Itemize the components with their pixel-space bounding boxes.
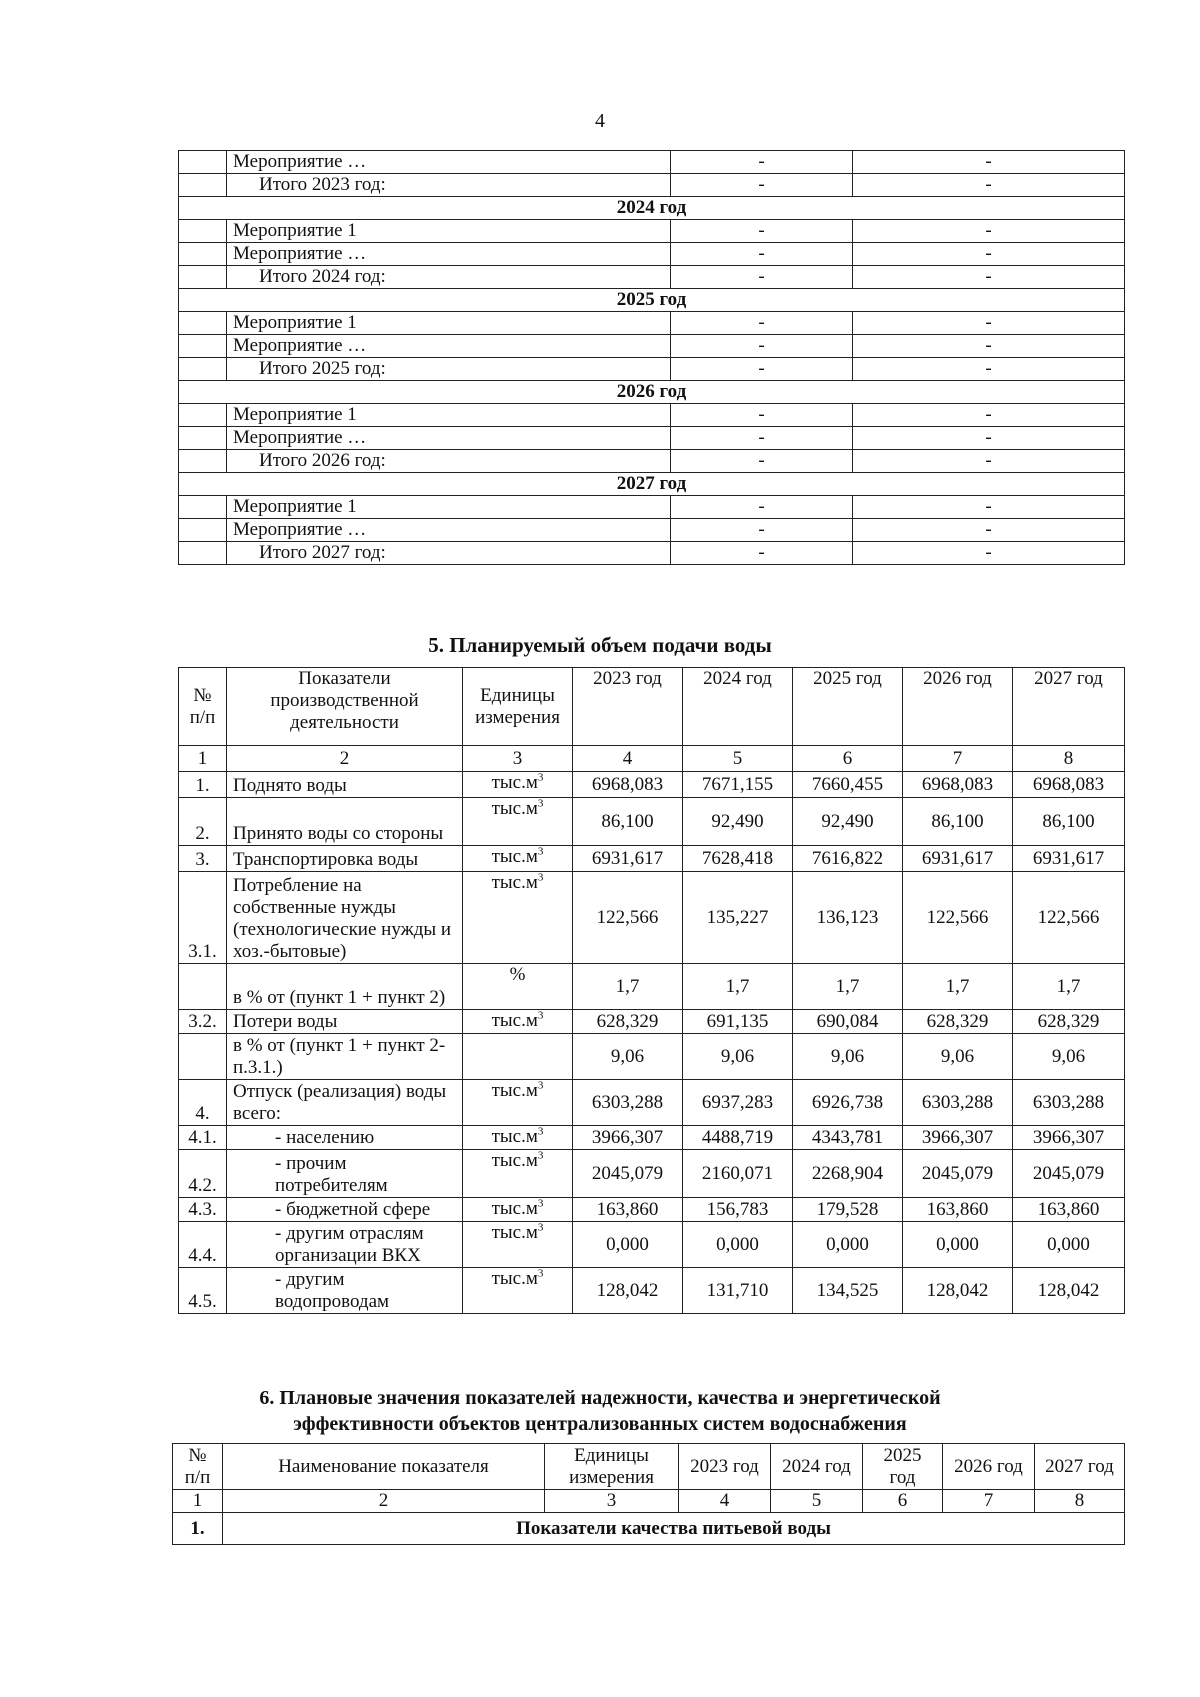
row-number: 3. (179, 846, 227, 872)
row-number: 4. (179, 1080, 227, 1126)
unit (463, 846, 573, 872)
measure-value-2: - (853, 404, 1125, 427)
row-num (179, 335, 227, 358)
measure-label: Мероприятие … (227, 519, 671, 542)
unit-text: тыс.м (491, 1268, 538, 1289)
value-cell: 628,329 (573, 1010, 683, 1034)
col-number: 4 (679, 1490, 771, 1513)
value-cell: 136,123 (793, 872, 903, 964)
header-2026: 2026 год (943, 1444, 1035, 1490)
measure-value-1: - (671, 174, 853, 197)
row-num (179, 243, 227, 266)
col-number: 1 (173, 1490, 223, 1513)
section-6-title (0, 1385, 1200, 1437)
value-cell: 0,000 (903, 1222, 1013, 1268)
measure-value-1: - (671, 312, 853, 335)
value-cell: 7660,455 (793, 772, 903, 798)
unit-superscript: 3 (537, 1267, 544, 1280)
measure-value-1: - (671, 266, 853, 289)
unit-text: тыс.м (491, 1010, 538, 1031)
measure-row (179, 519, 1125, 542)
header-unit: Единицы измерения (463, 668, 573, 746)
measure-label: Итого 2027 год: (227, 542, 671, 565)
data-row (179, 1268, 1125, 1314)
row-num (179, 450, 227, 473)
section-5-title: 5. Планируемый объем подачи воды (428, 633, 772, 657)
measure-value-1: - (671, 519, 853, 542)
indicator-name: в % от (пункт 1 + пункт 2-п.3.1.) (227, 1034, 463, 1080)
value-cell: 92,490 (683, 798, 793, 846)
col-number: 8 (1013, 746, 1125, 772)
indicator-name: Поднято воды (227, 772, 463, 798)
value-cell: 0,000 (793, 1222, 903, 1268)
value-cell: 122,566 (903, 872, 1013, 964)
unit-text: тыс.м (491, 846, 538, 867)
col-number: 6 (863, 1490, 943, 1513)
total-row (179, 450, 1125, 473)
value-cell: 122,566 (1013, 872, 1125, 964)
group-number: 1. (173, 1513, 223, 1545)
value-cell: 131,710 (683, 1268, 793, 1314)
value-cell: 122,566 (573, 872, 683, 964)
value-cell: 86,100 (1013, 798, 1125, 846)
value-cell: 3966,307 (1013, 1126, 1125, 1150)
measure-value-1: - (671, 335, 853, 358)
value-cell: 6931,617 (573, 846, 683, 872)
value-cell: 1,7 (1013, 964, 1125, 1010)
unit (463, 798, 573, 846)
measure-row (179, 496, 1125, 519)
measure-label: Мероприятие 1 (227, 312, 671, 335)
measure-value-2: - (853, 542, 1125, 565)
value-cell: 6968,083 (903, 772, 1013, 798)
row-num (179, 496, 227, 519)
value-cell: 135,227 (683, 872, 793, 964)
value-cell: 6931,617 (1013, 846, 1125, 872)
unit-text: тыс.м (491, 872, 538, 893)
indicator-name: - населению (227, 1126, 463, 1150)
unit-superscript: 3 (537, 1079, 544, 1092)
value-cell: 2045,079 (903, 1150, 1013, 1198)
row-number: 4.5. (179, 1268, 227, 1314)
header-indicator-name: Наименование показателя (223, 1444, 545, 1490)
data-row (179, 1150, 1125, 1198)
value-cell: 628,329 (903, 1010, 1013, 1034)
page-number: 4 (595, 110, 605, 132)
measure-row (179, 404, 1125, 427)
measure-value-1: - (671, 496, 853, 519)
year-row (179, 197, 1125, 220)
measure-label: Итого 2025 год: (227, 358, 671, 381)
value-cell: 7628,418 (683, 846, 793, 872)
value-cell: 6968,083 (573, 772, 683, 798)
measure-value-1: - (671, 358, 853, 381)
measure-label: Итого 2026 год: (227, 450, 671, 473)
value-cell: 6937,283 (683, 1080, 793, 1126)
year-label: 2024 год (179, 197, 1125, 220)
measure-label: Мероприятие … (227, 243, 671, 266)
row-number: 4.2. (179, 1150, 227, 1198)
measure-value-2: - (853, 174, 1125, 197)
data-row (179, 846, 1125, 872)
value-cell: 0,000 (573, 1222, 683, 1268)
unit-superscript: 3 (537, 1197, 544, 1210)
value-cell: 9,06 (573, 1034, 683, 1080)
row-number: 3.2. (179, 1010, 227, 1034)
data-row (179, 1222, 1125, 1268)
measure-value-2: - (853, 243, 1125, 266)
data-row (179, 1126, 1125, 1150)
value-cell: 2268,904 (793, 1150, 903, 1198)
measure-value-2: - (853, 496, 1125, 519)
col-number: 7 (943, 1490, 1035, 1513)
group-label: Показатели качества питьевой воды (223, 1513, 1125, 1545)
header-indicator: Показатели производственной деятельности (227, 668, 463, 746)
measure-value-1: - (671, 404, 853, 427)
row-number: 2. (179, 798, 227, 846)
value-cell: 0,000 (1013, 1222, 1125, 1268)
value-cell: 128,042 (903, 1268, 1013, 1314)
col-number: 8 (1035, 1490, 1125, 1513)
measure-row (179, 312, 1125, 335)
reliability-table (172, 1443, 1125, 1545)
col-number: 5 (683, 746, 793, 772)
col-number: 3 (545, 1490, 679, 1513)
indicator-name: Отпуск (реализация) воды всего: (227, 1080, 463, 1126)
value-cell: 7616,822 (793, 846, 903, 872)
value-cell: 628,329 (1013, 1010, 1125, 1034)
row-num (179, 542, 227, 565)
unit-text: тыс.м (491, 1198, 538, 1219)
col-number: 6 (793, 746, 903, 772)
measure-value-2: - (853, 335, 1125, 358)
indicator-name: Потребление на собственные нужды (технологические нужды и хоз.-бытовые) (227, 872, 463, 964)
data-row (179, 1080, 1125, 1126)
value-cell: 2045,079 (573, 1150, 683, 1198)
measure-label: Мероприятие 1 (227, 220, 671, 243)
measure-value-2: - (853, 220, 1125, 243)
measure-label: Итого 2023 год: (227, 174, 671, 197)
unit-superscript: 3 (537, 1009, 544, 1022)
unit-superscript: 3 (537, 871, 544, 884)
row-num (179, 266, 227, 289)
column-number-row (173, 1490, 1125, 1513)
measure-value-2: - (853, 519, 1125, 542)
value-cell: 9,06 (683, 1034, 793, 1080)
measure-value-2: - (853, 312, 1125, 335)
row-num (179, 519, 227, 542)
value-cell: 92,490 (793, 798, 903, 846)
header-2024: 2024 год (683, 668, 793, 746)
measure-label: Мероприятие … (227, 335, 671, 358)
value-cell: 1,7 (683, 964, 793, 1010)
header-num: № п/п (179, 668, 227, 746)
year-label: 2025 год (179, 289, 1125, 312)
data-row (179, 1034, 1125, 1080)
year-row (179, 473, 1125, 496)
col-number: 7 (903, 746, 1013, 772)
col-number: 2 (227, 746, 463, 772)
unit (463, 1222, 573, 1268)
col-number: 4 (573, 746, 683, 772)
measure-label: Мероприятие … (227, 151, 671, 174)
indicator-name: Транспортировка воды (227, 846, 463, 872)
water-supply-table (178, 667, 1125, 1314)
year-label: 2026 год (179, 381, 1125, 404)
header-2027: 2027 год (1013, 668, 1125, 746)
data-row (179, 772, 1125, 798)
header-2025: 2025 год (793, 668, 903, 746)
value-cell: 6926,738 (793, 1080, 903, 1126)
measure-label: Итого 2024 год: (227, 266, 671, 289)
value-cell: 163,860 (903, 1198, 1013, 1222)
unit-text: тыс.м (491, 1150, 538, 1171)
measure-label: Мероприятие 1 (227, 404, 671, 427)
unit-text: тыс.м (491, 798, 538, 819)
measure-row (179, 335, 1125, 358)
indicator-name: - бюджетной сфере (227, 1198, 463, 1222)
row-num (179, 358, 227, 381)
measure-row (179, 151, 1125, 174)
measure-value-1: - (671, 220, 853, 243)
header-unit: Единицы измерения (545, 1444, 679, 1490)
value-cell: 9,06 (903, 1034, 1013, 1080)
row-number: 1. (179, 772, 227, 798)
measure-value-2: - (853, 427, 1125, 450)
value-cell: 9,06 (1013, 1034, 1125, 1080)
value-cell: 2045,079 (1013, 1150, 1125, 1198)
value-cell: 1,7 (793, 964, 903, 1010)
unit (463, 1268, 573, 1314)
unit (463, 772, 573, 798)
total-row (179, 266, 1125, 289)
value-cell: 2160,071 (683, 1150, 793, 1198)
section-6-title-line-2: эффективности объектов централизованных систем водоснабжения (293, 1413, 907, 1435)
unit-superscript: 3 (537, 797, 544, 810)
measure-row (179, 427, 1125, 450)
unit-superscript: 3 (537, 771, 544, 784)
value-cell: 1,7 (903, 964, 1013, 1010)
data-row (179, 1010, 1125, 1034)
unit-text: тыс.м (491, 1126, 538, 1147)
year-label: 2027 год (179, 473, 1125, 496)
unit (463, 1126, 573, 1150)
header-2024: 2024 год (771, 1444, 863, 1490)
header-2026: 2026 год (903, 668, 1013, 746)
header-row (173, 1444, 1125, 1490)
measure-label: Мероприятие 1 (227, 496, 671, 519)
unit-superscript: 3 (537, 845, 544, 858)
row-num (179, 151, 227, 174)
measure-value-2: - (853, 266, 1125, 289)
group-row (173, 1513, 1125, 1545)
value-cell: 86,100 (573, 798, 683, 846)
unit (463, 1150, 573, 1198)
row-number: 4.1. (179, 1126, 227, 1150)
value-cell: 3966,307 (903, 1126, 1013, 1150)
value-cell: 0,000 (683, 1222, 793, 1268)
measure-row (179, 220, 1125, 243)
column-number-row (179, 746, 1125, 772)
value-cell: 6303,288 (903, 1080, 1013, 1126)
value-cell: 6968,083 (1013, 772, 1125, 798)
value-cell: 690,084 (793, 1010, 903, 1034)
value-cell: 1,7 (573, 964, 683, 1010)
measure-value-1: - (671, 151, 853, 174)
total-row (179, 174, 1125, 197)
value-cell: 128,042 (1013, 1268, 1125, 1314)
section-6-title-line-1: 6. Плановые значения показателей надежности, качества и энергетической (259, 1387, 941, 1409)
measure-value-2: - (853, 450, 1125, 473)
value-cell: 156,783 (683, 1198, 793, 1222)
row-num (179, 312, 227, 335)
measures-table (178, 150, 1125, 565)
year-row (179, 381, 1125, 404)
col-number: 5 (771, 1490, 863, 1513)
indicator-name: Потери воды (227, 1010, 463, 1034)
row-number (179, 1034, 227, 1080)
row-num (179, 404, 227, 427)
total-row (179, 542, 1125, 565)
value-cell: 4343,781 (793, 1126, 903, 1150)
measure-value-2: - (853, 358, 1125, 381)
value-cell: 6303,288 (573, 1080, 683, 1126)
measure-value-1: - (671, 542, 853, 565)
measure-value-1: - (671, 427, 853, 450)
header-2027: 2027 год (1035, 1444, 1125, 1490)
unit-superscript: 3 (537, 1125, 544, 1138)
col-number: 2 (223, 1490, 545, 1513)
unit-superscript: 3 (537, 1221, 544, 1234)
measure-value-2: - (853, 151, 1125, 174)
row-num (179, 174, 227, 197)
data-row (179, 872, 1125, 964)
row-number: 4.3. (179, 1198, 227, 1222)
data-row (179, 1198, 1125, 1222)
value-cell: 86,100 (903, 798, 1013, 846)
value-cell: 128,042 (573, 1268, 683, 1314)
col-number: 1 (179, 746, 227, 772)
value-cell: 7671,155 (683, 772, 793, 798)
indicator-name: - прочим потребителям (227, 1150, 463, 1198)
measure-value-1: - (671, 450, 853, 473)
col-number: 3 (463, 746, 573, 772)
header-2023: 2023 год (573, 668, 683, 746)
unit (463, 1080, 573, 1126)
unit-text: тыс.м (491, 772, 538, 793)
value-cell: 3966,307 (573, 1126, 683, 1150)
indicator-name: в % от (пункт 1 + пункт 2) (227, 964, 463, 1010)
value-cell: 691,135 (683, 1010, 793, 1034)
value-cell: 134,525 (793, 1268, 903, 1314)
value-cell: 163,860 (1013, 1198, 1125, 1222)
row-number: 4.4. (179, 1222, 227, 1268)
row-num (179, 427, 227, 450)
unit-text: тыс.м (491, 1222, 538, 1243)
header-2023: 2023 год (679, 1444, 771, 1490)
row-num (179, 220, 227, 243)
value-cell: 6931,617 (903, 846, 1013, 872)
unit (463, 872, 573, 964)
value-cell: 179,528 (793, 1198, 903, 1222)
header-2025: 2025 год (863, 1444, 943, 1490)
year-row (179, 289, 1125, 312)
header-num: № п/п (173, 1444, 223, 1490)
value-cell: 6303,288 (1013, 1080, 1125, 1126)
value-cell: 163,860 (573, 1198, 683, 1222)
indicator-name: - другим водопроводам (227, 1268, 463, 1314)
indicator-name: - другим отраслям организации ВКХ (227, 1222, 463, 1268)
row-number: 3.1. (179, 872, 227, 964)
unit (463, 1010, 573, 1034)
unit-superscript: 3 (537, 1149, 544, 1162)
row-number (179, 964, 227, 1010)
value-cell: 9,06 (793, 1034, 903, 1080)
indicator-name: Принято воды со стороны (227, 798, 463, 846)
total-row (179, 358, 1125, 381)
measure-label: Мероприятие … (227, 427, 671, 450)
unit (463, 1198, 573, 1222)
header-row (179, 668, 1125, 746)
unit: % (463, 964, 573, 1010)
unit-text: тыс.м (491, 1080, 538, 1101)
data-row (179, 798, 1125, 846)
unit (463, 1034, 573, 1080)
measure-row (179, 243, 1125, 266)
measure-value-1: - (671, 243, 853, 266)
value-cell: 4488,719 (683, 1126, 793, 1150)
data-row (179, 964, 1125, 1010)
